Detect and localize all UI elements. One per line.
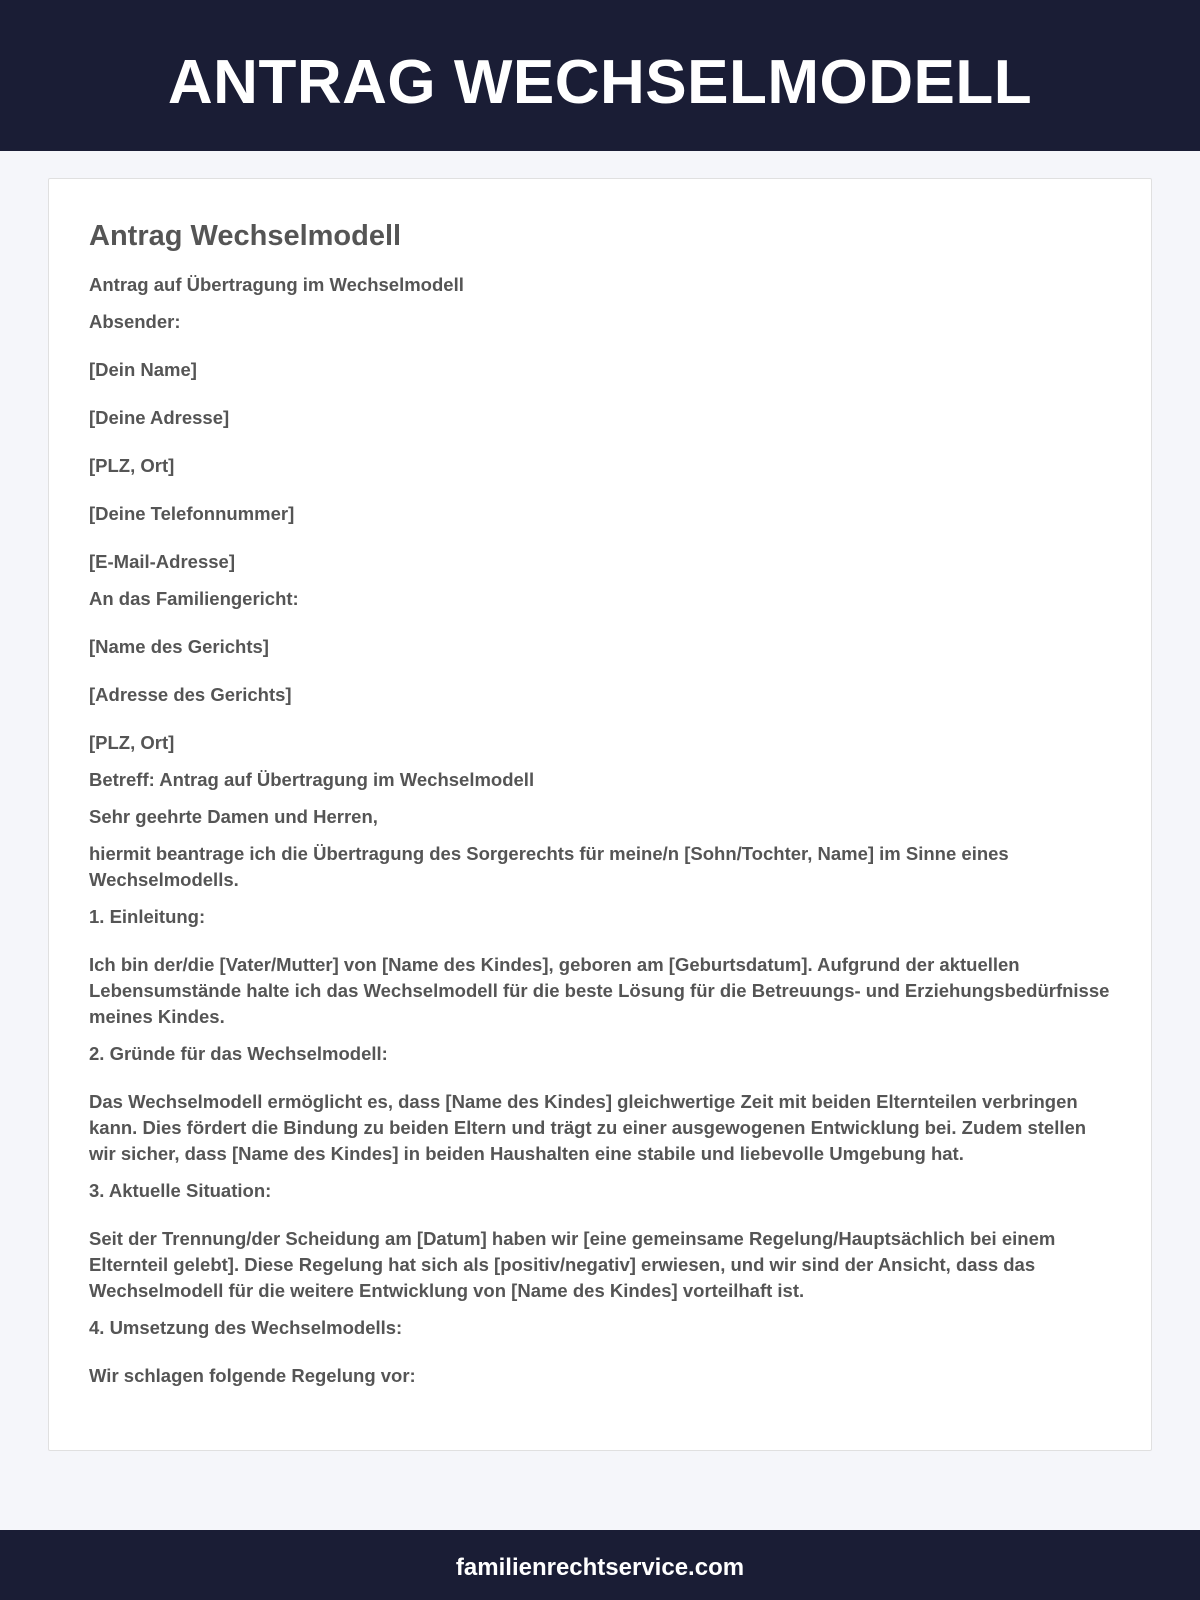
content-area bbox=[0, 151, 1200, 1530]
header-banner bbox=[0, 0, 1200, 151]
document-body bbox=[89, 272, 1111, 1389]
document-paragraph: [Adresse des Gerichts] bbox=[89, 683, 292, 705]
footer-site-text: familienrechtservice.com bbox=[455, 1554, 745, 1581]
document-paragraph: [PLZ, Ort] bbox=[89, 731, 175, 753]
document-paragraph: Sehr geehrte Damen und Herren, bbox=[89, 805, 378, 827]
document-paragraph: [E-Mail-Adresse] bbox=[89, 550, 235, 572]
document-paragraph: Ich bin der/die [Vater/Mutter] von [Name des Kindes], geboren am [Geburtsdatum]. Aufgrund der aktuellen Lebensumstände halte ich das Wechselmodell für die beste Lösung für die Betreuungs- und Erziehungsbedürfnisse meines Kindes. bbox=[89, 953, 1110, 1027]
document-paragraph: Betreff: Antrag auf Übertragung im Wechselmodell bbox=[89, 768, 535, 790]
document-paragraph: [Name des Gerichts] bbox=[89, 635, 269, 657]
footer-banner bbox=[0, 1530, 1200, 1600]
document-card bbox=[48, 178, 1152, 1451]
document-paragraph: 3. Aktuelle Situation: bbox=[89, 1179, 272, 1201]
document-paragraph: [Dein Name] bbox=[89, 358, 197, 380]
document-paragraph: Absender: bbox=[89, 310, 181, 332]
document-paragraph: Das Wechselmodell ermöglicht es, dass [Name des Kindes] gleichwertige Zeit mit beiden Elternteilen verbringen kann. Dies fördert die Bindung zu beiden Eltern und trägt zu einer ausgewogenen Entwicklung bei. Zudem stellen wir sicher, dass [Name des Kindes] in beiden Haushalten eine stabile und liebevolle Umgebung hat. bbox=[89, 1090, 1087, 1164]
document-paragraph: 1. Einleitung: bbox=[89, 905, 206, 927]
document-paragraph: Seit der Trennung/der Scheidung am [Datum] haben wir [eine gemeinsame Regelung/Hauptsächlich bei einem Elternteil gelebt]. Diese Regelung hat sich als [positiv/negativ] erwiesen, und wir sind der Ansicht, dass das Wechselmodell für die weitere Entwicklung von [Name des Kindes] vorteilhaft ist. bbox=[89, 1227, 1056, 1301]
document-paragraph: 4. Umsetzung des Wechselmodells: bbox=[89, 1316, 403, 1338]
document-paragraph: hiermit beantrage ich die Übertragung des Sorgerechts für meine/n [Sohn/Tochter, Name] im Sinne eines Wechselmodells. bbox=[89, 842, 1009, 890]
document-paragraph: [PLZ, Ort] bbox=[89, 454, 175, 476]
document-heading: Antrag Wechselmodell bbox=[89, 220, 402, 252]
document-paragraph: Wir schlagen folgende Regelung vor: bbox=[89, 1364, 416, 1386]
document-paragraph: [Deine Adresse] bbox=[89, 406, 230, 428]
page-title: ANTRAG WECHSELMODELL bbox=[167, 48, 1033, 117]
document-paragraph: Antrag auf Übertragung im Wechselmodell bbox=[89, 273, 464, 295]
document-paragraph: 2. Gründe für das Wechselmodell: bbox=[89, 1042, 388, 1064]
document-paragraph: An das Familiengericht: bbox=[89, 587, 299, 609]
document-paragraph: [Deine Telefonnummer] bbox=[89, 502, 295, 524]
